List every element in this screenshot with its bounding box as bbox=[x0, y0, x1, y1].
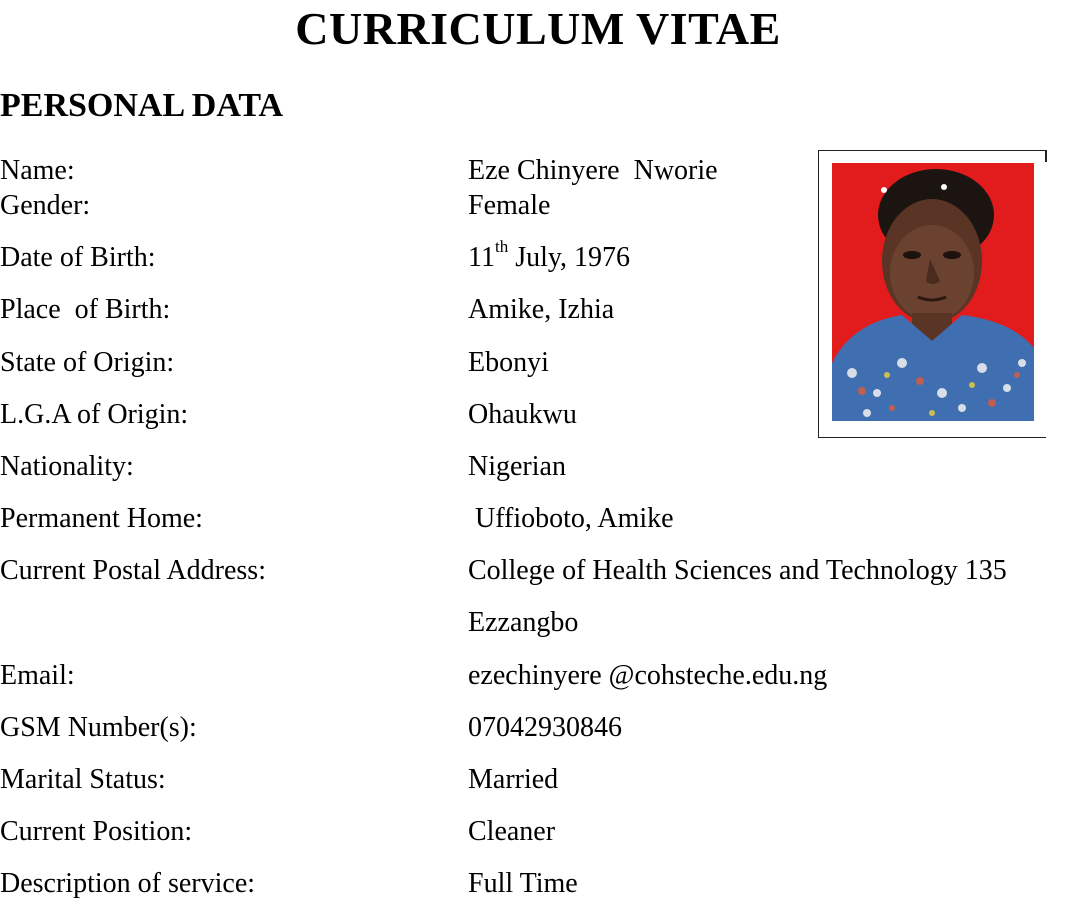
marital-label: Marital Status: bbox=[0, 764, 166, 795]
state-value: Ebonyi bbox=[468, 347, 549, 378]
name-label: Name: bbox=[0, 155, 75, 186]
gender-label: Gender: bbox=[0, 190, 91, 221]
dob-value bbox=[468, 236, 631, 275]
dob-day: 11 bbox=[468, 242, 495, 273]
pob-label: Place of Birth: bbox=[0, 294, 171, 325]
postal-value-line2: Ezzangbo bbox=[468, 607, 579, 638]
row-current-postal-address bbox=[0, 554, 1076, 588]
service-label: Description of service: bbox=[0, 868, 256, 899]
state-label: State of Origin: bbox=[0, 347, 175, 378]
marital-value: Married bbox=[468, 764, 559, 795]
position-label: Current Position: bbox=[0, 816, 193, 847]
postal-label: Current Postal Address: bbox=[0, 555, 266, 586]
dob-label: Date of Birth: bbox=[0, 242, 156, 273]
row-description-of-service bbox=[0, 867, 1076, 901]
gender-value: Female bbox=[468, 190, 551, 221]
position-value: Cleaner bbox=[468, 816, 556, 847]
dob-suffix: th bbox=[494, 236, 509, 256]
email-value: ezechinyere @cohsteche.edu.ng bbox=[468, 660, 828, 691]
section-heading-personal-data: PERSONAL DATA bbox=[0, 87, 284, 124]
service-value: Full Time bbox=[468, 868, 578, 899]
gsm-value: 07042930846 bbox=[468, 712, 622, 743]
lga-label: L.G.A of Origin: bbox=[0, 399, 189, 430]
portrait-photo bbox=[832, 163, 1034, 421]
row-gsm-number bbox=[0, 711, 1076, 745]
row-nationality bbox=[0, 450, 1076, 484]
nationality-label: Nationality: bbox=[0, 451, 134, 482]
lga-value: Ohaukwu bbox=[468, 399, 577, 430]
email-label: Email: bbox=[0, 660, 75, 691]
dob-rest: July, 1976 bbox=[508, 242, 631, 273]
home-value: Uffioboto, Amike bbox=[468, 503, 674, 534]
name-value: Eze Chinyere Nworie bbox=[468, 155, 718, 186]
row-marital-status bbox=[0, 763, 1076, 797]
row-email bbox=[0, 659, 1076, 693]
row-permanent-home bbox=[0, 502, 1076, 536]
nationality-value: Nigerian bbox=[468, 451, 566, 482]
pob-value: Amike, Izhia bbox=[468, 294, 615, 325]
gsm-label: GSM Number(s): bbox=[0, 712, 197, 743]
postal-value-line1: College of Health Sciences and Technology 135 bbox=[468, 555, 1007, 586]
document-title: CURRICULUM VITAE bbox=[295, 3, 781, 54]
row-current-position bbox=[0, 815, 1076, 849]
row-current-postal-address-cont bbox=[0, 606, 1076, 640]
home-label: Permanent Home: bbox=[0, 503, 203, 534]
